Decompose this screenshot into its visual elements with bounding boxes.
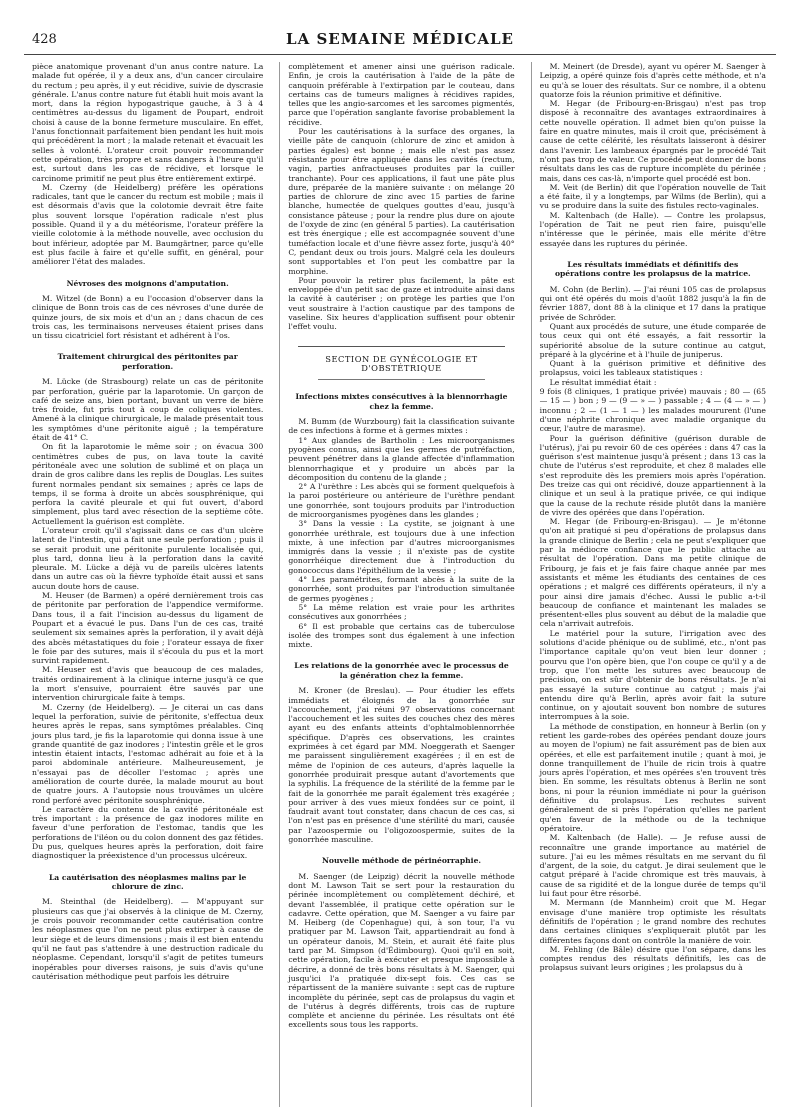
paragraph: M. Fehling (de Bâle) désire que l'on sépare, dans les comptes rendus des résultats définitifs, les cas de prolapsus suivant leurs origines ; les prolapsus du à <box>539 944 766 973</box>
paragraph: M. Bumm (de Wurzbourg) fait la classification suivante de ces infections à forme et à germes mixtes : <box>288 417 515 436</box>
section-heading: Les relations de la gonorrhée avec le processus de la génération chez la femme. <box>294 661 509 680</box>
paragraph: M. Hegar (de Fribourg-en-Brisgau) n'est pas trop disposé à reconnaître des avantages extraordinaires à cette nouvelle opération. Il admet bien qu'on puisse la faire en quatre minutes, mais il croit que, précisément à cause de cette célérité, les résultats laisseront à désirer dans l'avenir. Les lambeaux épargnés par le procédé Tait n'ont pas trop de valeur. Ce procédé peut donner de bons résultats dans les cas de rupture incomplète du périnée ; mais, dans ces cas-là, n'importe quel procédé est bon. <box>539 99 766 183</box>
paragraph: Le matériel pour la suture, l'irrigation avec des solutions d'acide phénique ou de sublimé, etc., n'ont pas l'importance capitale qu'on veut bien leur donner ; pourvu que l'on opère bien, que l'on coupe ce qu'il y a de trop, que l'on mette les sutures avec beaucoup de précision, on est sûr d'obtenir de bons résultats. Je n'ai pas essayé la suture continue au catgut ; mais j'ai entendu dire qu'à Berlin, après avoir fait la suture continue, on y ajoutait souvent bon nombre de sutures interrompues à la soie. <box>539 628 766 722</box>
section-heading: La cautérisation des néoplasmes malins par le chlorure de zinc. <box>48 872 247 892</box>
section-heading: Nouvelle méthode de périnéorraphie. <box>321 856 482 866</box>
section-heading: Traitement chirurgical des péritonites par perforation. <box>57 352 238 371</box>
paragraph: Pour les cautérisations à la surface des organes, la vieille pâte de canquoin (chlorure de zinc et amidon à parties égales) est bonne ; mais elle n'est pas assez résistante pour être appliquée dans les cavités (rectum, vagin, parties anfractueuses produites par la cuiller tranchante). Pour ces applications, il faut une pâte plus dure, préparée de la manière suivante : on mélange 20 parties de chlorure de zinc avec 15 parties de farine blanche, humectée de quelques gouttes d'eau, jusqu'à consistance pâteuse ; pour la rendre plus dure on ajoute de l'oxyde de zinc (en général 5 parties). La cautérisation est très énergique ; elle est accompagnée souvent d'une tuméfaction locale et d'une fièvre assez forte, jusqu'à 40° C, pendant deux ou trois jours. Malgré cela les douleurs sont supportables et l'on peut les combattre par la morphine. <box>288 127 515 276</box>
paragraph: On fit la laparotomie le même soir ; on évacua 300 centimètres cubes de pus, on lava toute la cavité péritonéale avec une solution de sublimé et on plaça un drain de gros calibre dans les replis de Douglas. Les suites furent normales pendant six semaines ; après ce laps de temps, il se forma à droite un abcès sousphrénique, qui perfora la cavité pleurale et qui fut ouvert, d'abord simplement, plus tard avec résection de la septième côte. Actuellement la guérison est complète. <box>32 442 264 526</box>
paragraph: 2° A l'urèthre : Les abcès qui se forment quelquefois à la paroi postérieure ou antérieure de l'urèthre pendant une gonorrhée, sont toujours produits par l'introduction de microorganismes pyogènes dans les glandes ; <box>288 482 515 519</box>
paragraph: M. Hegar (de Fribourg-en-Brisgau). — Je m'étonne qu'on ait pratiqué si peu d'opérations de prolapsus dans la grande clinique de Berlin ; cela ne peut s'expliquer que par la médiocre confiance que le public attache au résultat de l'opération. Dans ma petite clinique de Fribourg, je fais et je fais faire chaque année par mes assistants et même les étudiants des centaines de ces opérations ; et malgré ces différents opérateurs, il n'y a pour ainsi dire jamais d'échec. Aussi le public a-t-il beaucoup de confiance et maintenant les malades se présentent-elles plus souvent au début de la maladie que cela n'arrivait autrefois. <box>539 517 766 629</box>
paragraph: Le résultat immédiat était : <box>549 377 657 387</box>
paragraph: M. Witzel (de Bonn) a eu l'occasion d'observer dans la clinique de Bonn trois cas de ces névroses d'une durée de quinze jours, de six mois et d'un an ; dans chacun de ces trois cas, les terminaisons nerveuses étaient prises dans un tissu cicatriciel fort résistant et adhérent à l'os. <box>32 293 264 341</box>
column-right <box>531 62 770 1107</box>
paragraph: 1° Aux glandes de Bartholin : Les microorganismes pyogènes connus, ainsi que les germes de putréfaction, peuvent pénétrer dans la glande affectée d'inflammation blennorrhagique et y produire un abcès par la décomposition du contenu de la glande ; <box>288 435 515 482</box>
paragraph: M. Kaltenbach (de Halle). — Contre les prolapsus, l'opération de Tait ne peut rien faire, puisqu'elle n'intéresse que le périnée, mais elle mérite d'être essayée dans les ruptures du périnée. <box>539 210 766 248</box>
paragraph: M. Steinthal (de Heidelberg). — M'appuyant sur plusieurs cas que j'ai observés à la clinique de M. Czerny, je crois pouvoir recommander cette cautérisation contre les néoplasmes que l'on ne peut plus extirper à cause de leur siège et de leurs dimensions ; mais il est bien entendu qu'il ne faut pas s'attendre à une destruction radicale du néoplasme. Cependant, lorsqu'il s'agit de petites tumeurs inopérables pour diverses raisons, je suis d'avis qu'une cautérisation méthodique peut parfois les détruire <box>32 897 264 981</box>
paragraph: M. Czerny (de Heidelberg). — Je citerai un cas dans lequel la perforation, suivie de péritonite, s'effectua deux heures après le repas, sans symptômes préalables. Cinq jours plus tard, je fis la laparotomie qui donna issue à une grande quantité de gaz inodores ; l'intestin grêle et le gros intestin étaient intacts, l'estomac adhérait au foie et à la paroi abdominale antérieure. Malheureusement, je n'essayai pas de décoller l'estomac ; après une amélioration de courte durée, la malade mourut au bout de quatre jours. A l'autopsie nous trouvâmes un ulcère rond perforé avec péritonite sousphrénique. <box>32 702 264 805</box>
paragraph: M. Heuser est d'avis que beaucoup de ces malades, traités ordinairement à la clinique interne jusqu'à ce que la mort s'ensuive, pourraient être sauvés par une intervention chirurgicale faite à temps. <box>32 665 264 703</box>
paragraph: La méthode de constipation, en honneur à Berlin (on y retient les garde-robes des opérées pendant douze jours au moyen de l'opium) ne fait assurément pas de bien aux opérées, et elle est parfaitement inutile ; quant à moi, je donne tranquillement de l'huile de ricin trois à quatre jours après l'opération, et mes opérées s'en trouvent très bien. En somme, les résultats obtenus à Berlin ne sont bons, ni pour la réunion immédiate ni pour la guérison définitive du prolapsus. Les rechutes suivent généralement de si près l'opération qu'elles ne parlent qu'en faveur de la méthode ou de la technique opératoire. <box>539 721 766 833</box>
paragraph: 3° Dans la vessie : La cystite, se joignant à une gonorrhée uréthrale, est toujours due à une infection mixte, à une infection par d'autres microorganismes immigrés dans la vessie ; il n'existe pas de cystite gonorrhéique directement due à l'introduction du gonococcus dans l'épithélium de la vessie ; <box>288 519 515 575</box>
section-heading: Les résultats immédiats et définitifs des opérations contre les prolapsus de la matrice. <box>554 259 751 279</box>
paragraph: M. Lücke (de Strasbourg) relate un cas de péritonite par perforation, guérie par la laparotomie. Un garçon de café de seize ans, bien portant, buvant un verre de bière très froide, fut pris tout à coup de coliques violentes. Amené à la clinique chirurgicale, le malade présentait tous les symptômes d'une péritonite aiguë ; la température était de 41° C. <box>32 377 264 443</box>
section-heading: Névroses des moignons d'amputation. <box>66 278 229 288</box>
paragraph: 9 fois (8 cliniques, 1 pratique privée) mauvais ; 80 — (65 — 15 — ) bon ; 9 — (9 — » — ) passable ; 4 — (4 — » — ) inconnu ; 2 — (1 — 1 — ) les malades moururent (l'une d'une néphrite chronique avec maladie organique du cœur, l'autre de marasme). <box>539 387 766 434</box>
paragraph: complètement et amener ainsi une guérison radicale. Enfin, je crois la cautérisation à l'aide de la pâte de canquoin préférable à l'extirpation par le couteau, dans certains cas de tumeurs malignes à récidives rapides, telles que les angio-sarcomes et les sarcomes pigmentés, parce que l'opération sanglante favorise probablement la récidive. <box>288 62 515 127</box>
paragraph: M. Mermann (de Mannheim) croit que M. Hegar envisage d'une manière trop optimiste les résultats définitifs de l'opération ; le grand nombre des rechutes dans certaines cliniques s'expliquerait plutôt par les différentes façons dont on contrôle la manière de voir. <box>539 898 766 945</box>
paragraph: M. Saenger (de Leipzig) décrit la nouvelle méthode dont M. Lawson Tait se sert pour la restauration du périnée incomplètement ou complètement déchiré, et devant l'assemblée, il pratique cette opération sur le cadavre. Cette opération, que M. Saenger a vu faire par M. Heiberg (de Copenhague) qui, à son tour, l'a vu pratiquer par M. Lawson Tait, appartiendrait au fond à un opérateur danois, M. Stein, et aurait été faite plus tard par M. Simpson (d'Édimbourg). Quoi qu'il en soit, cette opération, facile à exécuter et presque impossible à décrire, a donné de très bons résultats à M. Saenger, qui jusqu'ici l'a pratiquée dix-sept fois. Ces cas se répartissent de la manière suivante : sept cas de rupture incomplète du périnée, sept cas de prolapsus du vagin et de l'utérus à degrés différents, trois cas de rupture complète et ancienne du périnée. Les résultats ont été excellents sous tous les rapports. <box>288 871 515 1030</box>
paragraph: M. Meinert (de Dresde), ayant vu opérer M. Saenger à Leipzig, a opéré quinze fois d'après cette méthode, et n'a eu qu'à se louer des résultats. Sur ce nombre, il a obtenu quatorze fois la réunion primitive et définitive. <box>539 62 766 99</box>
paragraph: M. Kaltenbach (de Halle). — Je refuse aussi de reconnaître une grande importance au matériel de suture. J'ai eu les mêmes résultats en me servant du fil d'argent, de la soie, du catgut. Je dirai seulement que le catgut préparé à l'acide chromique est très mauvais, à cause de sa rigidité et de la longue durée de temps qu'il lui faut pour être résorbé. <box>539 833 766 899</box>
paragraph: M. Veit (de Berlin) dit que l'opération nouvelle de Tait a été faite, il y a longtemps, par Wilms (de Berlin), qui a vu se produire dans la suite des fistules recto-vaginales. <box>539 182 766 211</box>
section-divider <box>318 379 484 380</box>
journal-title: LA SEMAINE MÉDICALE <box>286 30 514 48</box>
column-middle <box>279 62 518 1107</box>
paragraph: Quant à la guérison primitive et définitive des prolapsus, voici les tableaux statistiques : <box>539 359 766 378</box>
section-rule <box>298 346 504 347</box>
paragraph: Pour pouvoir la retirer plus facilement, la pâte est enveloppée d'un petit sac de gaze et introduite ainsi dans la cavité à cautériser ; on protège les parties que l'on veut soustraire à l'action caustique par des tampons de vaseline. Six heures d'application suffisent pour obtenir l'effet voulu. <box>288 275 515 332</box>
page-header <box>24 30 776 55</box>
paragraph: Quant aux procédés de suture, une étude comparée de tous ceux qui ont été essayés, a fait ressortir la supériorité absolue de la suture continue au catgut, préparé à la glycérine et à l'huile de juniperus. <box>539 321 766 359</box>
article-columns <box>28 62 770 1107</box>
paragraph: pièce anatomique provenant d'un anus contre nature. La malade fut opérée, il y a deux ans, d'un cancer circulaire du rectum ; peu après, il y eut récidive, suivie de dyscrasie générale. L'anus contre nature fut établi huit mois avant la mort, dans la région hypogastrique gauche, à 3 à 4 centimètres au-dessus du ligament de Poupart, endroit choisi à cause de la bonne fermeture musculaire. En effet, l'anus fonctionnait parfaitement bien pendant les huit mois qui précédèrent la mort ; la malade retenait et évacuait les selles à volonté. L'orateur croit pouvoir recommander cette opération, très propre et sans dangers à l'heure qu'il est, surtout dans les cas de récidive, et lorsque le carcinome primitif ne peut plus être entièrement extirpé. <box>32 62 264 183</box>
section-heading: Infections mixtes consécutives à la blennorrhagie chez la femme. <box>295 392 508 411</box>
section-title: SECTION DE GYNÉCOLOGIE ET D'OBSTÉTRIQUE <box>325 353 478 373</box>
paragraph: L'orateur croit qu'il s'agissait dans ce cas d'un ulcère latent de l'intestin, qui a fait une seule perforation ; puis il se serait produit une péritonite purulente localisée qui, plus tard, donna lieu à la perforation dans la cavité pleurale. M. Lücke a déjà vu de pareils ulcères latents dans un autre cas où la fièvre typhoïde était aussi et sans aucun doute hors de cause. <box>32 525 264 591</box>
paragraph: 5° La même relation est vraie pour les arthrites consécutives aux gonorrhées ; <box>288 602 515 622</box>
paragraph: M. Heuser (de Barmen) a opéré dernièrement trois cas de péritonite par perforation de l'appendice vermiforme. Dans tous, il a fait l'incision au-dessus du ligament de Poupart et a évacué le pus. Dans l'un de ces cas, traité seulement six semaines après la perforation, il y avait déjà des abcès métastatiques du foie ; l'orateur essaya de fixer le foie par des sutures, mais il s'écoula du pus et la mort survint rapidement. <box>32 591 264 666</box>
page-number: 428 <box>32 32 57 47</box>
column-left <box>28 62 267 1107</box>
paragraph: M. Kroner (de Breslau). — Pour étudier les effets immédiats et éloignés de la gonorrhée sur l'accouchement, j'ai réuni 97 observations concernant l'accouchement et les suites des couches chez des mères ayant eu des enfants atteints d'ophtalmoblennorrhée spécifique. D'après ces observations, les craintes exprimées à cet égard par MM. Noeggerath et Saenger me paraissent singulièrement exagérées ; il en est de même de l'opinion de ces auteurs, d'après laquelle la gonorrhée produirait presque autant d'avortements que la syphilis. La fréquence de la stérilité de la femme par le fait de la gonorrhée me paraît également très exagérée ; pour arriver à des vues mieux fondées sur ce point, il faudrait avant tout constater, dans chacun de ces cas, si l'on n'est pas en présence d'une stérilité du mari, causée par l'azoospermie ou l'oligozoospermie, suites de la gonorrhée masculine. <box>288 686 515 844</box>
paragraph: M. Czerny (de Heidelberg) préfère les opérations radicales, tant que le cancer du rectum est mobile ; mais il est désormais d'avis que la colotomie devrait être faite plus souvent lorsque l'opération radicale n'est plus possible. Quand il y a du météorisme, l'orateur préfère la vieille colotomie à la méthode nouvelle, avec occlusion du bout inférieur, adoptée par M. Baumgärtner, parce qu'elle est plus facile à faire et qu'elle suffit, en général, pour améliorer l'état des malades. <box>32 182 264 267</box>
paragraph: Pour la guérison définitive (guérison durable de l'utérus), j'ai pu revoir 60 de ces opérées : dans 47 cas la guérison s'est maintenue jusqu'à présent ; dans 13 cas la chute de l'utérus s'est reproduite, et chez 8 malades elle s'est reproduite dès les premiers mois après l'opération. Des treize cas qui ont récidivé, douze appartiennent à la clinique et un seul à la pratique privée, ce qui indique que la cause de la rechute réside plutôt dans la manière de vivre des opérées que dans l'opération. <box>539 433 766 517</box>
paragraph: 4° Les paramétrites, formant abcès à la suite de la gonorrhée, sont produites par l'introduction simultanée de germes pyogènes ; <box>288 575 515 603</box>
paragraph: Le caractère du contenu de la cavité péritonéale est très important : la présence de gaz inodores milite en faveur d'une perforation de l'estomac, tandis que les perforations de l'iléon ou du colon donnent des gaz fétides. Du pus, quelques heures après la perforation, doit faire diagnostiquer la préexistence d'un processus ulcéreux. <box>32 804 264 861</box>
paragraph: 6° Il est probable que certains cas de tuberculose isolée des trompes sont dus également à une infection mixte. <box>288 621 515 650</box>
paragraph: M. Cohn (de Berlin). — J'ai réuni 105 cas de prolapsus qui ont été opérés du mois d'août 1882 jusqu'à la fin de février 1887, dont 88 à la clinique et 17 dans la pratique privée de Schröder. <box>539 284 766 322</box>
